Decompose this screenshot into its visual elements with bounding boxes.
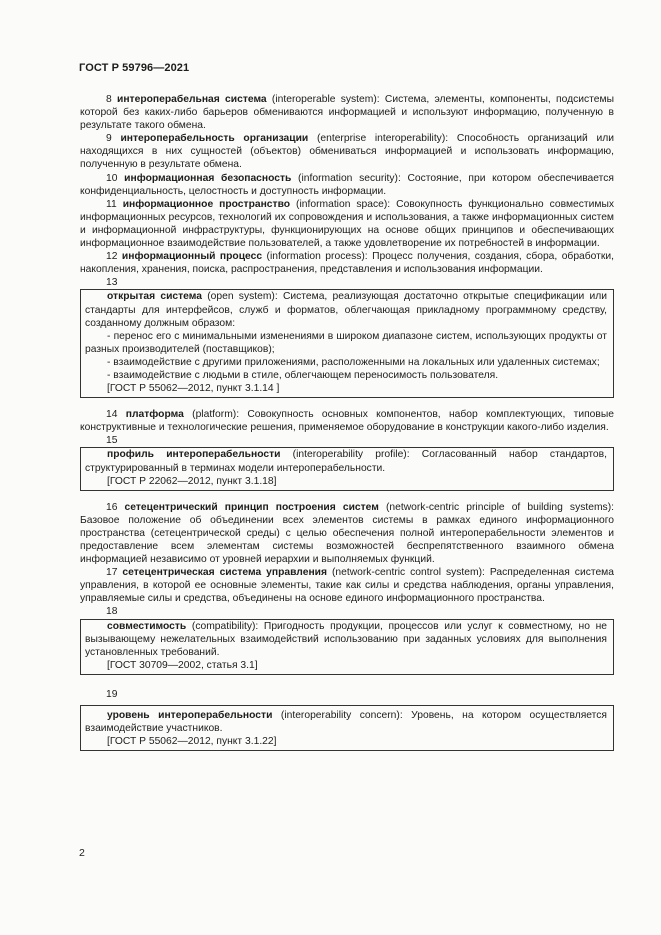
definition: (interoperable system): Система, элементы, компоненты, подсистемы которой без каких-либо барьеров обмениваются информацией и используют информацию, полученную в результате такого обмена. — [80, 94, 614, 132]
term: профиль интероперабельности — [107, 449, 281, 461]
term: уровень интероперабельности — [107, 710, 273, 722]
term: интероперабельная система — [117, 94, 267, 105]
definition: (network-centric principle of building systems): Базовое положение об объединении всех элементов системы в рамках единого информационного пространства (сетецентрической среды) с целью обеспечения полной интероперабельности элементов и предоставление всем элементам системы возможностей беспрепятственного взаимного обмена информацией независимо от уровней иерархии и выполняемых функций. — [80, 501, 614, 566]
entry-16 — [80, 501, 614, 566]
entry-number: 12 — [106, 251, 118, 263]
entry-17 — [80, 566, 614, 605]
entry-19 — [85, 709, 607, 735]
list-item: - взаимодействие с людьми в стиле, облегчающем переносимость пользователя. — [107, 369, 499, 381]
entry-12 — [80, 250, 614, 276]
definition: (information process): Процесс получения, создания, сбора, обработки, накопления, хранения, поиска, распространения, представления и использования информации. — [80, 251, 614, 276]
definition: (open system): Система, реализующая достаточно открытые спецификации или стандарты для интерфейсов, служб и форматов, облегчающая прикладному программному средству, созданному должным образом: — [85, 291, 607, 329]
quoted-definition-box — [80, 447, 614, 490]
definition: (interoperability profile): Согласованный набор стандартов, структурированный в терминах модели интероперабельности. — [85, 449, 607, 474]
entry-14 — [80, 408, 614, 434]
entry-number: 9 — [106, 133, 112, 145]
entry-13 — [85, 290, 607, 329]
source-reference: [ГОСТ 30709—2002, статья 3.1] — [107, 659, 258, 671]
entry-number: 8 — [106, 94, 112, 105]
term: платформа — [125, 409, 184, 421]
entry-18 — [85, 620, 607, 659]
quoted-definition-box — [80, 705, 614, 751]
definition: (network-centric control system): Распределенная система управления, в которой ее основные элементы, такие как силы и средства наблюдения, органы управления, управляемые силы и средства, объединены на основе единого информационного пространства. — [80, 567, 614, 605]
entry-number: 13 — [106, 277, 118, 289]
entry-10 — [80, 172, 614, 198]
entry-number: 18 — [106, 606, 118, 618]
term: информационное пространство — [122, 198, 291, 210]
term: совместимость — [107, 620, 187, 632]
list-item: - взаимодействие с другими приложениями, расположенными на локальных или удаленных системах; — [107, 356, 600, 368]
source-reference: [ГОСТ Р 55062—2012, пункт 3.1.22] — [107, 736, 277, 748]
entry-11 — [80, 198, 614, 250]
definition: (compatibility): Пригодность продукции, процессов или услуг к совместному, но не вызывающему нежелательных взаимодействий использованию при заданных условиях для выполнения установленных требований. — [85, 620, 607, 658]
entry-number: 17 — [106, 567, 118, 579]
document-header: ГОСТ Р 59796—2021 — [79, 62, 190, 74]
term: сетецентрический принцип построения систем — [124, 501, 379, 513]
quoted-definition-box — [80, 619, 614, 675]
definition: (information security): Состояние, при котором обеспечивается конфиденциальность, целостность и доступность информации. — [80, 172, 614, 197]
definition: (platform): Совокупность основных компонентов, набор комплектующих, типовые конструктивные и технологические решения, применяемое оборудование в конструкции какого-либо изделия. — [80, 409, 614, 434]
entry-9 — [80, 132, 614, 171]
entry-8 — [80, 93, 614, 132]
term: интероперабельность организации — [120, 133, 309, 145]
definition: (enterprise interoperability): Способность организаций или находящихся в них сущностей (объектов) обмениваться информацией и использовать информацию, полученную в результате обмена. — [80, 133, 614, 171]
entry-number: 10 — [106, 172, 118, 184]
term: информационная безопасность — [124, 172, 292, 184]
source-reference: [ГОСТ Р 55062—2012, пункт 3.1.14 ] — [107, 383, 280, 395]
term: открытая система — [107, 291, 202, 303]
page-content — [80, 93, 614, 751]
term: сетецентрическая система управления — [122, 567, 327, 579]
entry-15 — [85, 448, 607, 474]
entry-number: 11 — [106, 198, 117, 210]
term: информационный процесс — [121, 251, 263, 263]
source-reference: [ГОСТ Р 22062—2012, пункт 3.1.18] — [107, 475, 277, 487]
entry-number: 16 — [106, 501, 118, 513]
entry-number: 15 — [106, 435, 118, 447]
list-item: - перенос его с минимальными изменениями в широком диапазоне систем, использующих продукты от разных производителей (поставщиков); — [85, 330, 607, 355]
page-number: 2 — [79, 847, 85, 859]
entry-number: 14 — [106, 409, 118, 421]
definition: (interoperability concern): Уровень, на котором осуществляется взаимодействие участников. — [85, 710, 608, 735]
entry-number: 19 — [106, 688, 118, 700]
quoted-definition-box — [80, 289, 614, 398]
definition: (information space): Совокупность функционально совместимых информационных ресурсов, технологий их сопровождения и использования, а также информационных систем и информационной инфраструктуры, функционирующих на основе общих принципов и обеспечивающих информационное взаимодействие пользователей, а также удовлетворение их потребностей в информации. — [80, 198, 614, 250]
